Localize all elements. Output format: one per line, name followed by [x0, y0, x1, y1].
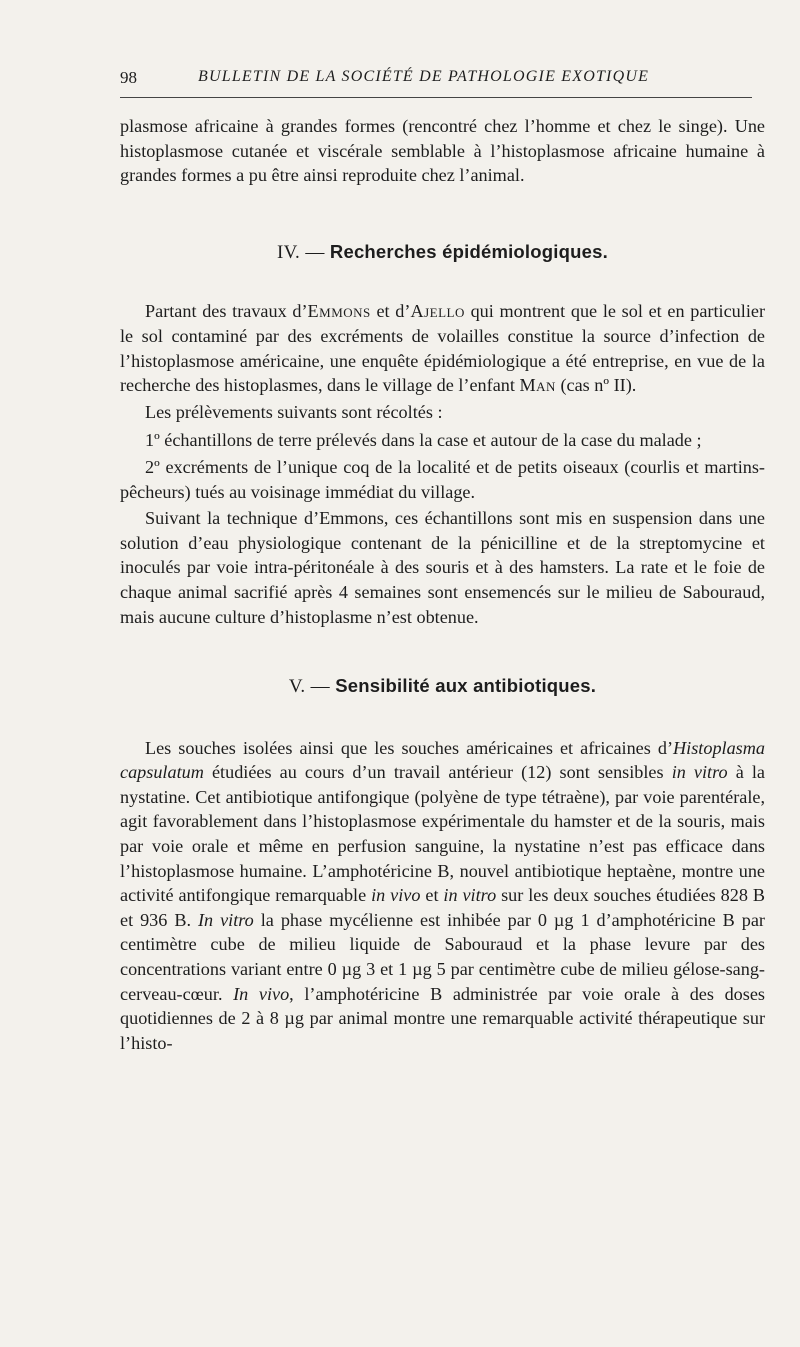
author-name: Emmons — [307, 301, 371, 322]
section-dash: — — [310, 676, 330, 698]
text-run: et d’ — [370, 301, 411, 322]
paragraph-samples: Les prélèvements suivants sont récoltés : — [145, 401, 443, 422]
section-heading-iv — [120, 240, 765, 266]
page-number: 98 — [120, 68, 137, 87]
section-numeral: IV. — [277, 241, 300, 263]
italic-term: in vivo — [371, 885, 421, 906]
patient-name: Man — [519, 375, 556, 396]
section-numeral: V. — [288, 676, 306, 698]
italic-term: in vitro — [671, 762, 728, 783]
paragraph-list-2: 2º excréments de l’unique coq de la localité et de petits oiseaux (courlis et martins-pêcheurs) tués au voisinage immédiat du village. — [120, 456, 765, 502]
header-rule — [120, 97, 752, 98]
section-title: Recherches épidémiologiques. — [329, 240, 608, 262]
author-name: Ajello — [410, 301, 465, 322]
page-header — [120, 68, 752, 94]
italic-term: In vivo — [233, 983, 290, 1004]
section-dash: — — [305, 241, 325, 263]
paragraph-antibiotics — [120, 736, 765, 1056]
text-run: la phase mycélienne est inhibée par 0 µg 1 d’amphotéricine B par centimètre cube de milieu liquide de Sabouraud et la phase levure par des concentrations variant entre 0 µg 3 et 1 µg 5 par centimètre cube de milieu gélose-sang-cerveau-cœur. — [120, 909, 765, 1004]
text-run: Partant des travaux d’ — [145, 301, 308, 322]
text-run: étudiées au cours d’un travail antérieur (12) sont sensibles — [203, 762, 672, 783]
text-run: Les souches isolées ainsi que les souches américaines et africaines d’ — [145, 737, 674, 758]
text-run: qui montrent que le sol et en particulier le sol contaminé par des excréments de volailles constitue la source d’infection de l’histoplasmose américaine, une enquête épidémiologique a été entreprise, en vue de la recherche des histoplasmes, dans le village de l’enfant — [120, 301, 765, 396]
species-name: Histoplasma capsulatum — [120, 737, 765, 783]
text-run: , l’amphotéricine B administrée par voie orale à des doses quotidiennes de 2 à 8 µg par animal montre une remarquable activité thérapeutique sur l’histo- — [120, 983, 765, 1053]
text-run: sur les deux souches étudiées 828 B et 936 B. — [120, 885, 765, 930]
article-body — [120, 114, 765, 1055]
paragraph-intro: plasmose africaine à grandes formes (rencontré chez l’homme et chez le singe). Une histoplasmose cutanée et viscérale semblable à l’histoplasmose africaine humaine à grandes formes a pu être ainsi reproduite chez l’animal. — [120, 116, 765, 186]
paragraph-technique: Suivant la technique d’Emmons, ces échantillons sont mis en suspension dans une solution d’eau physiologique contenant de la pénicilline et de la streptomycine et inoculés par voie intra-péritonéale à des souris et à des hamsters. La rate et le foie de chaque animal sacrifié après 4 semaines sont ensemencés sur le milieu de Sabouraud, mais aucune culture d’histoplasme n’est obtenue. — [120, 508, 765, 627]
paragraph-list-1: 1º échantillons de terre prélevés dans la case et autour de la case du malade ; — [145, 430, 702, 451]
text-run: et — [420, 885, 444, 906]
paragraph-epidemiology — [120, 299, 765, 397]
italic-term: in vitro — [443, 885, 497, 906]
section-title: Sensibilité aux antibiotiques. — [335, 675, 597, 697]
section-heading-v — [120, 674, 765, 700]
text-run: à la nystatine. Cet antibiotique antifongique (polyène de type tétraène), par voie parentérale, agit favorablement dans l’histoplasmose expérimentale du hamster et de la souris, mais par voie orale et même en perfusion sanguine, la nystatine n’est pas efficace dans l’histoplasmose humaine. L’amphotéricine B, nouvel antibiotique heptaène, montre une activité antifongique remarquable — [120, 762, 765, 906]
running-title: BULLETIN DE LA SOCIÉTÉ DE PATHOLOGIE EXOTIQUE — [198, 68, 650, 85]
italic-term: In vitro — [197, 909, 254, 930]
text-run: (cas nº II). — [555, 375, 637, 396]
